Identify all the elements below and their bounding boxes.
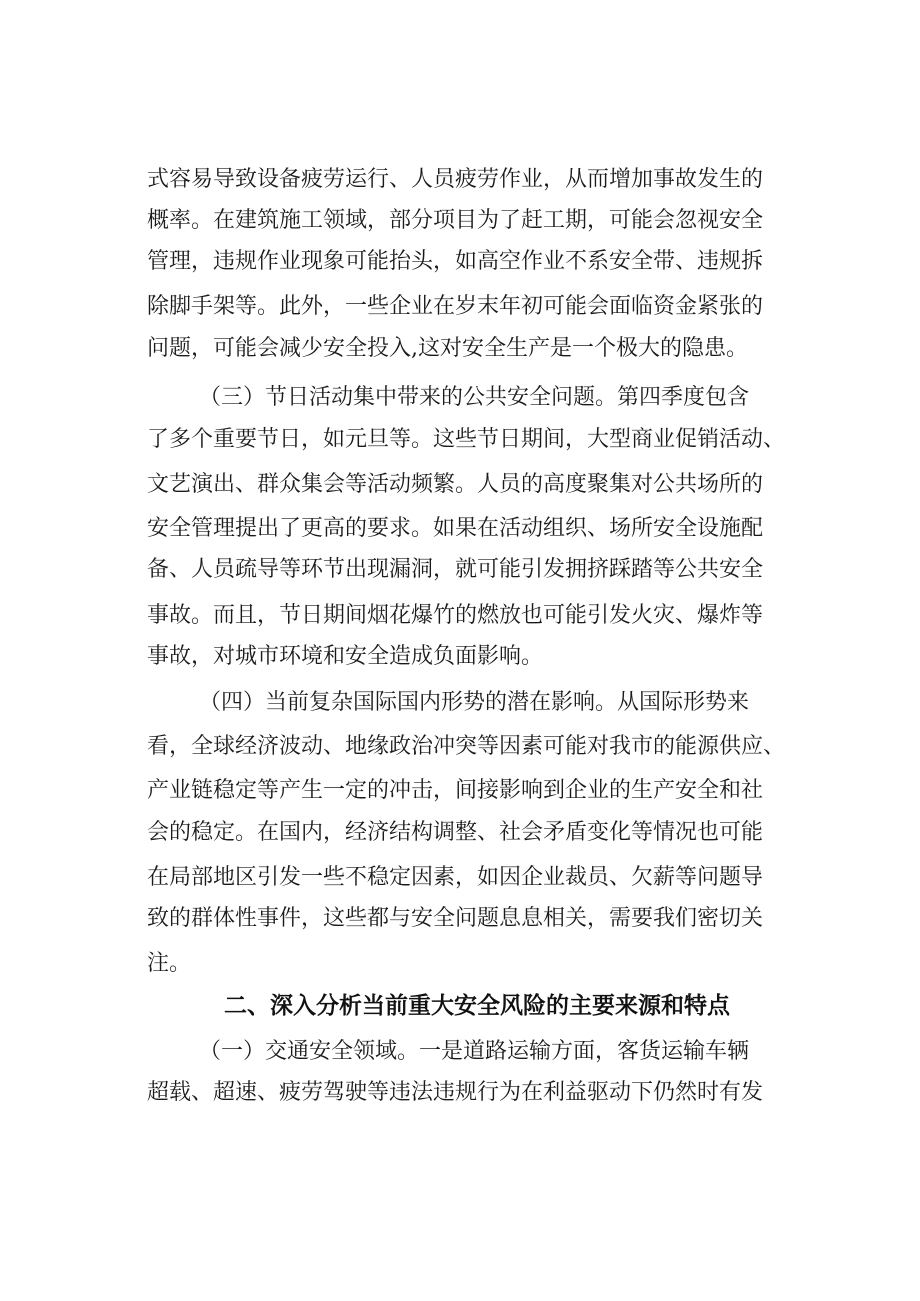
- text-line: [0, 160, 920, 200]
- text-line: [0, 727, 920, 767]
- text-line-content: 管理，违规作业现象可能抬头，如高空作业不系安全带、违规拆: [147, 249, 764, 274]
- text-line: [0, 771, 920, 811]
- text-line: [0, 858, 920, 898]
- text-line-content: 会的稳定。在国内，经济结构调整、社会矛盾变化等情况也可能: [147, 820, 764, 845]
- text-line: [0, 329, 920, 369]
- text-line: [0, 637, 920, 677]
- text-line-content: 式容易导致设备疲劳运行、人员疲劳作业，从而增加事故发生的: [147, 167, 764, 192]
- text-line-content: 概率。在建筑施工领域，部分项目为了赶工期，可能会忽视安全: [147, 208, 764, 233]
- text-line-content: 看，全球经济波动、地缘政治冲突等因素可能对我市的能源供应、: [147, 734, 786, 759]
- text-line-content: 事故。而且，节日期间烟花爆竹的燃放也可能引发火灾、爆炸等: [147, 603, 764, 628]
- section-heading: [0, 986, 920, 1026]
- text-line-content: 超载、超速、疲劳驾驶等违法违规行为在利益驱动下仍然时有发: [147, 1080, 764, 1105]
- text-line-content: 注。: [147, 951, 192, 976]
- text-line-content: （三）节日活动集中带来的公共安全问题。第四季度包含: [199, 385, 750, 410]
- text-line-content: 问题，可能会减少安全投入,这对安全生产是一个极大的隐患。: [147, 336, 748, 361]
- text-line-content: 了多个重要节日，如元旦等。这些节日期间，大型商业促销活动、: [147, 427, 786, 452]
- paragraph-start-line: [0, 683, 920, 723]
- section-heading-text: 二、深入分析当前重大安全风险的主要来源和特点: [224, 993, 730, 1019]
- text-line-content: 文艺演出、群众集会等活动频繁。人员的高度聚集对公共场所的: [147, 472, 764, 497]
- text-line: [0, 420, 920, 460]
- text-line-content: （四）当前复杂国际国内形势的潜在影响。从国际形势来: [199, 690, 750, 715]
- text-line: [0, 944, 920, 984]
- text-line: [0, 813, 920, 853]
- text-line-content: 事故，对城市环境和安全造成负面影响。: [147, 644, 544, 669]
- paragraph-start-line: [0, 378, 920, 418]
- text-line: [0, 201, 920, 241]
- text-line-content: 产业链稳定等产生一定的冲击，间接影响到企业的生产安全和社: [147, 778, 764, 803]
- text-line: [0, 242, 920, 282]
- text-line: [0, 509, 920, 549]
- text-line: [0, 596, 920, 636]
- text-line: [0, 550, 920, 590]
- text-line: [0, 287, 920, 327]
- paragraph-start-line: [0, 1032, 920, 1072]
- text-line: [0, 899, 920, 939]
- text-line-content: 安全管理提出了更高的要求。如果在活动组织、场所安全设施配: [147, 516, 764, 541]
- text-line: [0, 1073, 920, 1113]
- text-line: [0, 465, 920, 505]
- text-line-content: 致的群体性事件，这些都与安全问题息息相关，需要我们密切关: [147, 906, 764, 931]
- text-line-content: 除脚手架等。此外，一些企业在岁末年初可能会面临资金紧张的: [147, 294, 764, 319]
- text-line-content: （一）交通安全领域。一是道路运输方面，客货运输车辆: [199, 1039, 750, 1064]
- text-line-content: 备、人员疏导等环节出现漏洞，就可能引发拥挤踩踏等公共安全: [147, 557, 764, 582]
- text-line-content: 在局部地区引发一些不稳定因素，如因企业裁员、欠薪等问题导: [147, 865, 764, 890]
